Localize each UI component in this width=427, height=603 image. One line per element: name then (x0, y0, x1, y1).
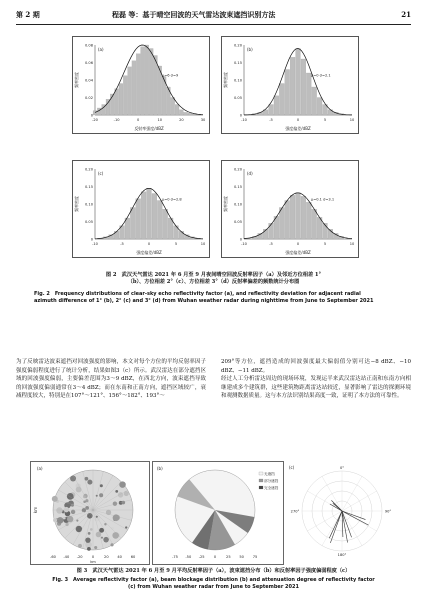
reflectivity-speckle (70, 475, 76, 481)
body-text-left: 为了反映雷达波束遮挡对回波强度的影响，本文对每个方位的平均反射率因子强度偏弱程度进行了统计分析，结果如图3（c）所示。武汉雷达在部分遮挡区域的回波强度偏弱，主要偏差范围为3～9 dBZ，在西北方向，波束遮挡导致的回波强度偏弱通常在3～4 dBZ；而在东南和正南方向，遮挡区域较广，衰减程度较大，特别是在107°～121°、156°～182°、193°～ (16, 359, 206, 400)
histogram-bar (290, 57, 295, 115)
y-tick-label: 0.10 (84, 202, 93, 207)
reflectivity-speckle (71, 510, 75, 514)
histogram-bar (269, 105, 274, 116)
attenuation-spike (342, 511, 352, 537)
reflectivity-speckle (76, 526, 82, 532)
histogram-bar (279, 208, 284, 240)
chart-panel-c (72, 160, 210, 258)
x-tick-label: 10 (200, 242, 206, 246)
y-axis-label: 频率密度 (223, 196, 228, 212)
histogram-bar (147, 188, 152, 239)
x-tick-label: 60 (130, 555, 136, 559)
x-tick-label: 0 (91, 555, 95, 559)
body-text-right: 209°等方位，遮挡造成的回波强度最大偏弱值分别可达−8 dBZ、−10 dBZ、−11 dBZ。 经过人工分析雷达周边的现场环境，发现运半来武汉雷达站正南和东南方向相继建成多个建筑群，这些建筑物距离雷达站较近，显著影响了雷达的探测环境和观测数据质量。这与本方法识别结果高度一致，证明了本方法的可靠性。 (221, 359, 411, 400)
y-tick-label: 0.10 (233, 202, 242, 207)
attenuation-spike (329, 511, 342, 538)
reflectivity-speckle (71, 504, 74, 507)
reflectivity-speckle (94, 515, 101, 522)
x-tick-label: -10 (113, 118, 120, 122)
y-tick-label: 0 (90, 113, 93, 118)
x-tick-label: -60 (50, 555, 56, 559)
chart-panel-b (221, 36, 359, 134)
figure-3-caption-zh: 图 3 武汉天气雷达 2021 年 6 月至 9 月平均反射率因子（a），波束遮挡分布（b）和反射率因子强度偏弱程度（c） (76, 568, 351, 574)
y-tick-label: 0.20 (84, 167, 93, 172)
histogram-bar (188, 113, 192, 115)
histogram-bar (312, 87, 317, 115)
x-tick-label: 0 (137, 118, 140, 122)
y-tick-label: 0 (239, 113, 242, 118)
histogram-bar (130, 208, 135, 240)
histogram-bar (141, 192, 146, 239)
x-tick-label: 20 (104, 555, 109, 559)
histogram-bar (171, 98, 175, 116)
polar-spoke (322, 476, 342, 511)
x-tick-label: 0 (147, 242, 151, 246)
y-tick-label: 0 (90, 237, 93, 242)
y-tick-label: 0.15 (233, 184, 242, 189)
header-rule (16, 24, 411, 25)
histogram-bar (285, 201, 290, 240)
panel-label: (a) (37, 466, 43, 471)
histogram-bar (306, 202, 311, 239)
reflectivity-speckle (87, 513, 93, 519)
x-tick-label: 5 (323, 118, 327, 122)
polar-angle-label: 180° (337, 553, 347, 557)
legend-swatch (259, 486, 263, 489)
reflectivity-speckle (57, 517, 63, 523)
figure-3-caption-en: Fig. 3 Average reflectivity factor (a), beam blockage distribution (b) and attenuation degree of reflectivity factor (c) from Wuhan weather radar from June to September 2021 (52, 577, 375, 590)
histogram-bar (274, 96, 279, 115)
polar-angle-label: 90° (384, 509, 392, 514)
x-tick-label: 10 (349, 118, 355, 122)
x-tick-label: -5 (269, 118, 273, 122)
chart-panel-a (72, 36, 210, 134)
reflectivity-speckle (115, 490, 118, 493)
reflectivity-speckle (76, 520, 78, 522)
y-tick-label: 0.20 (233, 43, 242, 48)
issue-number: 第 2 期 (16, 10, 40, 19)
reflectivity-speckle (52, 496, 58, 502)
reflectivity-speckle (64, 507, 69, 512)
x-tick-label: 10 (157, 118, 163, 122)
running-title: 程磊 等：基于晴空回波的天气雷达波束遮挡识别方法 (112, 10, 276, 19)
reflectivity-speckle (104, 523, 106, 525)
reflectivity-speckle (96, 532, 102, 538)
y-tick-label: 0.05 (84, 219, 93, 224)
reflectivity-speckle (99, 528, 104, 533)
x-tick-label: 0 (213, 555, 217, 559)
polar-angle-label: 0° (339, 466, 345, 470)
polar-spoke (307, 511, 342, 531)
histogram-bar (179, 110, 183, 115)
y-tick-label: 0 (239, 237, 242, 242)
y-tick-label: 0.05 (233, 95, 242, 100)
x-tick-label: -10 (241, 242, 247, 246)
x-tick-label: 20 (179, 118, 184, 122)
histogram-bar (90, 111, 97, 118)
x-axis-label: km (90, 560, 96, 564)
histogram-bar (145, 45, 149, 115)
x-tick-label: 75 (252, 555, 258, 559)
reflectivity-speckle (125, 526, 127, 528)
panel-label: (c) (289, 465, 295, 470)
panel-label: (d) (247, 171, 253, 176)
x-tick-label: 40 (117, 555, 122, 559)
x-tick-label: 30 (200, 118, 206, 122)
legend-swatch (259, 472, 263, 475)
y-axis-label: 频率密度 (74, 72, 79, 88)
histogram-bar (154, 56, 158, 116)
x-tick-label: -75 (172, 555, 178, 559)
fig3-panel-a (30, 461, 150, 565)
legend-label: 完全遮挡 (264, 486, 279, 490)
histogram-bar (110, 94, 114, 115)
x-tick-label: 25 (226, 555, 231, 559)
histogram-bar (119, 84, 123, 116)
panel-label: (a) (98, 47, 104, 52)
reflectivity-speckle (88, 532, 91, 535)
reflectivity-speckle (122, 501, 126, 505)
histogram-bar (157, 201, 162, 240)
x-tick-label: 10 (349, 242, 355, 246)
reflectivity-speckle (67, 516, 73, 522)
histogram-bar (115, 89, 119, 115)
attenuation-spike (330, 511, 342, 543)
panel-label: (c) (98, 171, 104, 176)
y-tick-label: 0.02 (84, 95, 93, 100)
histogram-bar (114, 231, 119, 239)
reflectivity-speckle (85, 477, 89, 481)
histogram-bar (128, 67, 132, 115)
x-tick-label: -40 (63, 555, 70, 559)
histogram-bar (306, 73, 311, 115)
histogram-bar (163, 209, 168, 239)
reflectivity-speckle (87, 480, 92, 485)
y-tick-label: 0.04 (84, 78, 93, 83)
x-tick-label: -5 (269, 242, 273, 246)
reflectivity-speckle (101, 537, 103, 539)
fig3-panel-b (152, 461, 284, 565)
x-tick-label: -25 (198, 555, 205, 559)
chart-panel-d (221, 160, 359, 258)
y-axis-label: 频率密度 (223, 72, 228, 88)
figure-2-caption-zh: 图 2 武汉天气雷达 2021 年 6 月至 9 月夜间晴空回波反射率因子（a）及邻近方位相差 1° （b）、方位相差 2°（c）、方位相差 3°（d）反射率偏差的频数统计分布图 (105, 272, 322, 285)
histogram-bar (279, 84, 284, 116)
polar-spoke (342, 476, 362, 511)
reflectivity-speckle (76, 487, 82, 493)
x-tick-label: 0 (296, 242, 300, 246)
histogram-bar (296, 193, 301, 239)
y-tick-label: 0.20 (233, 167, 242, 172)
histogram-bar (184, 112, 188, 115)
histogram-bar (136, 54, 140, 115)
y-tick-label: 0.10 (233, 78, 242, 83)
page-number: 21 (401, 10, 411, 19)
legend-swatch (259, 479, 263, 482)
reflectivity-speckle (112, 532, 119, 539)
histogram-bar (136, 199, 141, 239)
x-tick-label: -20 (92, 118, 98, 122)
y-tick-label: 0.15 (84, 184, 93, 189)
histogram-bar (323, 223, 328, 239)
histogram-bar (317, 98, 322, 116)
reflectivity-speckle (63, 517, 66, 520)
fig3-panel-c (287, 461, 397, 563)
reflectivity-speckle (90, 528, 93, 531)
fit-annotation: μ=0 σ=2.8 (161, 197, 182, 202)
histogram-bar (123, 76, 127, 115)
histogram-bar (301, 196, 306, 239)
histogram-bar (141, 47, 145, 115)
fit-annotation: μ=0.1 σ=3.1 (310, 197, 335, 202)
histogram-bar (106, 99, 110, 115)
reflectivity-speckle (99, 493, 103, 497)
histogram-bar (301, 59, 306, 115)
polar-spoke (342, 491, 377, 511)
x-axis-label: 强度偏差/dBZ (136, 250, 162, 255)
x-tick-label: -20 (76, 555, 83, 559)
x-tick-label: -50 (185, 555, 192, 559)
x-tick-label: 0 (296, 118, 300, 122)
polar-angle-label: 270° (290, 509, 300, 514)
histogram-bar (179, 231, 184, 239)
y-tick-label: 0.06 (84, 60, 93, 65)
y-tick-label: 0.05 (233, 219, 242, 224)
x-tick-label: -10 (241, 118, 247, 122)
histogram-bar (175, 105, 179, 116)
x-axis-label: 强度偏差/dBZ (285, 126, 311, 131)
figure-2-caption-en: Fig. 2 Frequency distributions of clear-sky echo reflectivity factor (a), and reflectivity deviation for adjacent radial azimuth difference of 1° (b), 2° (c) and 3° (d) from Wuhan weather radar during nighttime from June to September 2021 (34, 291, 374, 304)
fit-annotation: μ=6 σ=9 (161, 73, 179, 78)
x-axis-label: 反射率强度/dBZ (134, 126, 164, 131)
histogram-bar (296, 49, 301, 116)
histogram-bar (149, 49, 153, 116)
y-axis-label: km (33, 506, 38, 514)
x-tick-label: 50 (239, 555, 244, 559)
reflectivity-speckle (113, 514, 120, 521)
histogram-bar (312, 209, 317, 239)
reflectivity-speckle (103, 537, 109, 543)
x-tick-label: -5 (120, 242, 124, 246)
histogram-bar (290, 195, 295, 239)
x-tick-label: 5 (323, 242, 327, 246)
legend-label: 无遮挡 (264, 472, 275, 476)
reflectivity-speckle (85, 537, 90, 542)
histogram-bar (152, 194, 157, 240)
reflectivity-speckle (106, 510, 111, 515)
histogram-bar (125, 218, 130, 239)
polar-spoke (322, 511, 342, 546)
histogram-bar (269, 223, 274, 239)
y-axis-label: 频率密度 (74, 196, 79, 212)
histogram-bar (132, 61, 136, 115)
reflectivity-speckle (100, 484, 103, 487)
y-tick-label: 0.15 (233, 60, 242, 65)
histogram-bar (192, 114, 196, 115)
x-axis-label: 强度偏差/dBZ (285, 250, 311, 255)
reflectivity-speckle (94, 546, 97, 549)
x-tick-label: 5 (174, 242, 178, 246)
reflectivity-speckle (87, 547, 91, 551)
panel-label: (b) (157, 466, 163, 471)
reflectivity-speckle (67, 493, 74, 500)
reflectivity-speckle (110, 543, 113, 546)
histogram-bar (285, 70, 290, 116)
fit-annotation: μ=0 σ=2.1 (310, 73, 331, 78)
panel-label: (b) (247, 47, 253, 52)
reflectivity-speckle (119, 481, 126, 488)
legend-label: 部分遮挡 (264, 479, 279, 483)
reflectivity-speckle (78, 544, 82, 548)
x-tick-label: -10 (92, 242, 98, 246)
y-tick-label: 0.08 (84, 43, 93, 48)
reflectivity-speckle (56, 507, 62, 513)
